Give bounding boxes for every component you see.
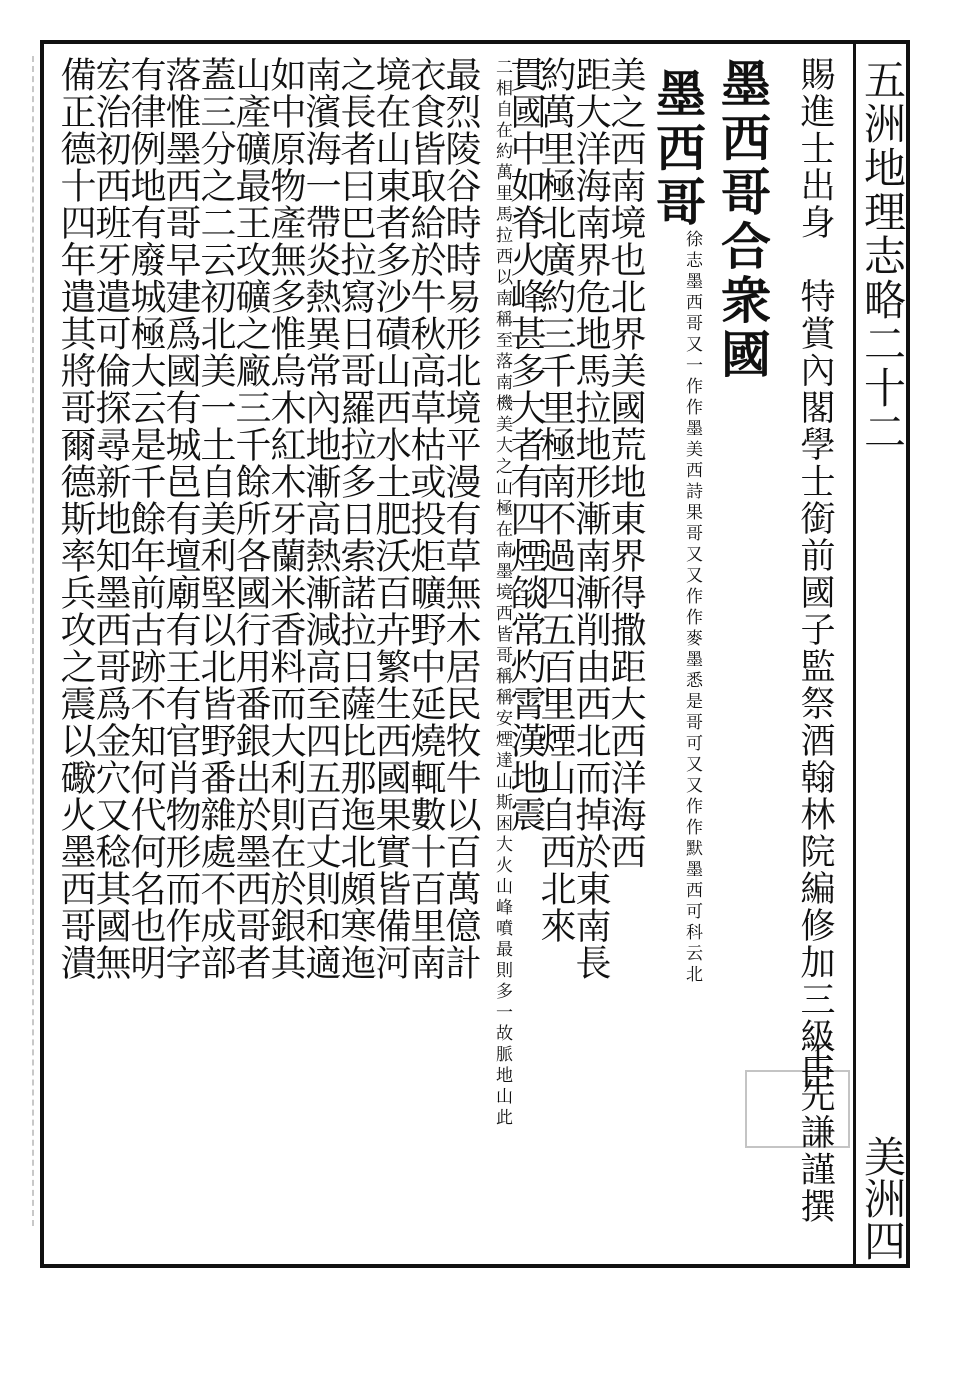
text-column: 如中原物產無多惟烏木紅木牙蘭米香料而大利則在於銀其 xyxy=(265,56,306,981)
text-column: 南濱海一帶炎熱異常內地漸高熱漸減高至四五百丈則和適 xyxy=(300,56,341,981)
text-column: 落惟墨西哥早建爲國有城邑有壇廟有王有官肖物形而作字 xyxy=(160,56,201,981)
text-column: 山產礦最王攻礦之廠三千餘所各國行用番銀出於墨西哥者 xyxy=(230,56,271,981)
bleed-through-column xyxy=(2,56,34,1226)
chapter-title: 墨西哥合衆國 xyxy=(713,58,772,382)
text-column: 衣食皆取給於牛秋高草枯或投炬曠野中延燒輒數十百里南 xyxy=(405,56,446,981)
text-column: 距大洋海南界危地馬拉地形漸南漸削由西北而掉於東南長 xyxy=(570,56,611,981)
text-column: 境在山東者多沙磧山西水土肥沃百卉繁生西國果實皆備河 xyxy=(370,56,411,981)
text-column: 備正德十四年遣其將哥爾德斯率兵攻之震以礮火墨西哥潰 xyxy=(55,56,96,981)
section-heading: 墨西哥 xyxy=(648,68,707,230)
text-column: 最烈陵谷時時易形北境平漫有草無木居民牧牛以百萬億計 xyxy=(440,56,481,981)
author-line: 賜進士出身 特賞內閣學士銜前國子監祭酒翰林院編修加三級臣 xyxy=(795,56,835,1092)
text-column: 有律例地有廢城極大云是千餘年前古跡不知何代何名也明 xyxy=(125,56,166,981)
text-column: 約萬里極北廣約三千里極南不過四五百里煙山自西北來 xyxy=(535,56,576,944)
text-column: 蓋三分之二云初北美一土自美利堅以北皆野番雜處不成部 xyxy=(195,56,236,981)
text-column: 美之西南境也北界美國荒地東界得撒距大西洋海西 xyxy=(605,56,646,870)
annotation-column: 二相自在約萬里馬拉西以南稱至落南機美大之山極在南墨境西皆哥稱稱安煙達山斯困大火山峰噴最則多一故脈地山此 xyxy=(492,58,512,1129)
annotation-column: 徐志墨西哥又一作作墨美西詩果哥又又作作麥墨悉是哥可又又作作默墨西可科云北 xyxy=(682,230,702,986)
section-label: 美洲四 xyxy=(858,1135,907,1261)
author-name: 王先謙謹撰 xyxy=(795,1040,835,1225)
text-column: 之長者曰巴拉寫日哥羅拉多日索諾拉日薩比那迤北頗寒迤 xyxy=(335,56,376,981)
text-column: 宏治初西班牙遣可倫探尋新地知墨西哥爲金穴又稔其國無 xyxy=(90,56,131,981)
text-column: 貫國中如脊火峰甚多大者有四煙燄常灼霄漢地震 xyxy=(505,56,546,833)
book-title: 五洲地理志略二十二 xyxy=(858,58,907,454)
